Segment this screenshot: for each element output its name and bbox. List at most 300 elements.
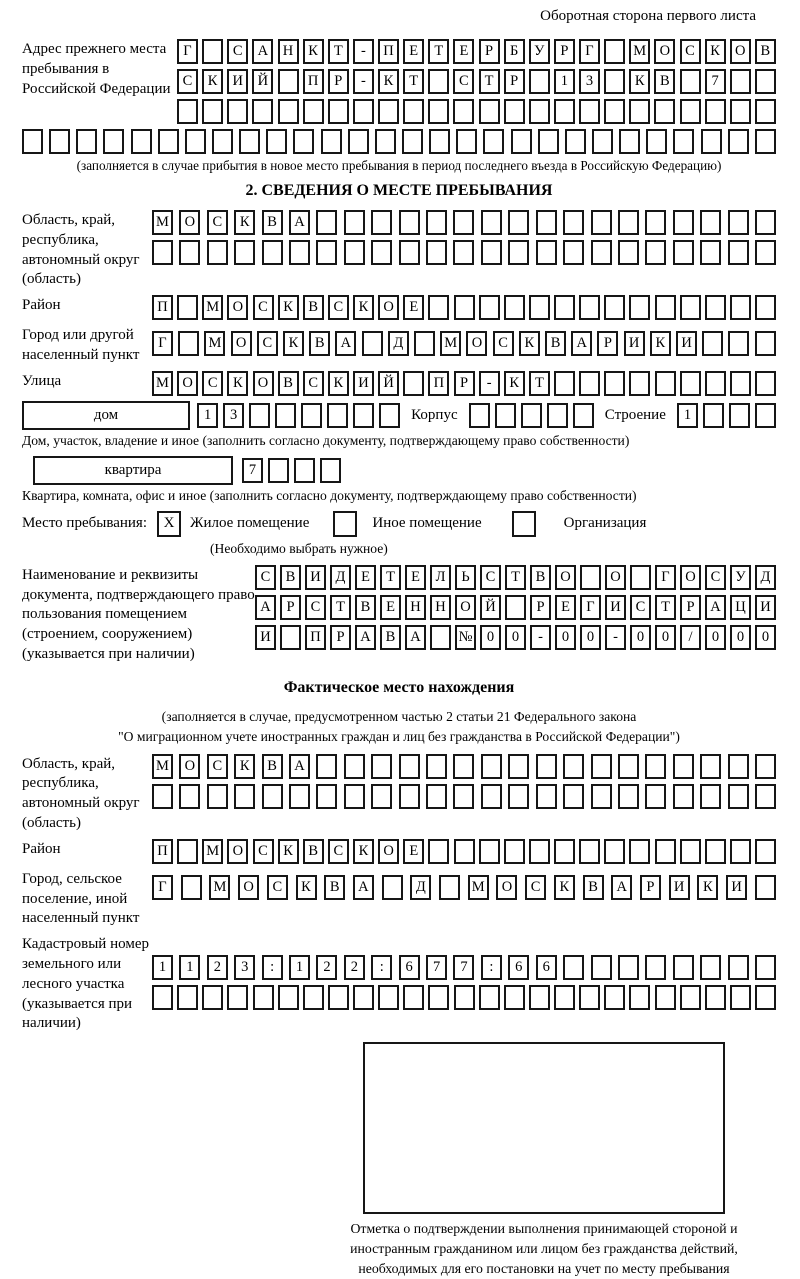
char-cell: М: [202, 295, 223, 320]
char-cell: Е: [403, 295, 424, 320]
char-cell: М: [152, 754, 173, 779]
char-cell: [178, 331, 199, 356]
char-cell: [730, 69, 751, 94]
char-cell: [303, 99, 324, 124]
kadastr-rows: [152, 934, 776, 1010]
char-cell: [654, 99, 675, 124]
char-cell: [426, 784, 447, 809]
char-cell: [262, 240, 283, 265]
char-cell: С: [253, 295, 274, 320]
char-cell: [618, 784, 639, 809]
char-cell: Г: [177, 39, 198, 64]
stamp-caption: Отметка о подтверждении выполнения принимающей стороной и иностранным гражданином или лицом без гражданства действий, необходимых для его постановки на учет по месту пребывания: [350, 1221, 738, 1277]
char-cell: [202, 985, 223, 1010]
char-cell: В: [303, 295, 324, 320]
char-cell: [428, 69, 449, 94]
char-cell: А: [353, 875, 374, 900]
stroenie-cells: [677, 403, 776, 428]
char-cell: [481, 240, 502, 265]
char-cell: [755, 985, 776, 1010]
char-cell: [680, 69, 701, 94]
char-cell: П: [303, 69, 324, 94]
char-cell: Т: [428, 39, 449, 64]
char-cell: С: [328, 295, 349, 320]
char-cell: [481, 784, 502, 809]
char-cell: С: [257, 331, 278, 356]
char-cell: К: [629, 69, 650, 94]
char-cell: Й: [480, 595, 501, 620]
char-cell: Т: [505, 565, 526, 590]
char-cell: А: [255, 595, 276, 620]
char-cell: №: [455, 625, 476, 650]
char-cell: М: [209, 875, 230, 900]
char-cell: [371, 784, 392, 809]
oblast-row-1: [152, 210, 776, 235]
char-cell: К: [504, 371, 525, 396]
char-cell: [403, 99, 424, 124]
prev-address-note: (заполняется в случае прибытия в новое место пребывания в период последнего въезда в Российскую Федерацию): [76, 158, 722, 173]
char-cell: П: [428, 371, 449, 396]
char-cell: И: [624, 331, 645, 356]
char-cell: П: [305, 625, 326, 650]
char-cell: -: [353, 69, 374, 94]
char-cell: [730, 295, 751, 320]
char-cell: С: [705, 565, 726, 590]
char-cell: [278, 69, 299, 94]
char-cell: Д: [330, 565, 351, 590]
char-cell: [705, 839, 726, 864]
char-cell: [580, 565, 601, 590]
char-cell: [755, 210, 776, 235]
char-cell: [529, 839, 550, 864]
char-cell: [293, 129, 314, 154]
char-cell: [453, 99, 474, 124]
char-cell: С: [680, 39, 701, 64]
prev-address-field: [22, 39, 776, 124]
char-cell: Т: [655, 595, 676, 620]
char-cell: О: [253, 371, 274, 396]
stroenie-label: Строение: [604, 406, 666, 423]
char-cell: [316, 784, 337, 809]
char-cell: Р: [280, 595, 301, 620]
char-cell: [234, 240, 255, 265]
char-cell: Е: [555, 595, 576, 620]
char-cell: И: [726, 875, 747, 900]
char-cell: Р: [530, 595, 551, 620]
char-cell: [320, 458, 341, 483]
char-cell: [645, 240, 666, 265]
char-cell: 0: [505, 625, 526, 650]
char-cell: [402, 129, 423, 154]
char-cell: Б: [504, 39, 525, 64]
char-cell: [728, 331, 749, 356]
char-cell: [529, 295, 550, 320]
char-cell: [428, 839, 449, 864]
char-cell: [730, 371, 751, 396]
char-cell: С: [253, 839, 274, 864]
char-cell: [529, 99, 550, 124]
char-cell: [268, 458, 289, 483]
char-cell: [673, 240, 694, 265]
char-cell: [252, 99, 273, 124]
dom-cells: [197, 403, 400, 428]
char-cell: -: [479, 371, 500, 396]
char-cell: [755, 403, 776, 428]
char-cell: П: [152, 295, 173, 320]
char-cell: [655, 839, 676, 864]
char-cell: [755, 331, 776, 356]
char-cell: 1: [554, 69, 575, 94]
char-cell: [619, 129, 640, 154]
char-cell: [185, 129, 206, 154]
char-cell: И: [255, 625, 276, 650]
char-cell: [508, 754, 529, 779]
char-cell: [353, 985, 374, 1010]
char-cell: [428, 99, 449, 124]
char-cell: Р: [454, 371, 475, 396]
zhiloe-checkbox: X: [157, 511, 181, 537]
document-row-2: [255, 595, 776, 620]
char-cell: [379, 403, 400, 428]
char-cell: В: [583, 875, 604, 900]
char-cell: Т: [529, 371, 550, 396]
char-cell: Л: [430, 565, 451, 590]
kvartira-note: Квартира, комната, офис и иное (заполнить согласно документу, подтверждающему право собственности): [22, 487, 637, 503]
char-cell: С: [328, 839, 349, 864]
char-cell: [439, 875, 460, 900]
char-cell: К: [202, 69, 223, 94]
char-cell: [673, 754, 694, 779]
char-cell: [655, 371, 676, 396]
char-cell: А: [335, 331, 356, 356]
char-cell: 0: [755, 625, 776, 650]
char-cell: О: [730, 39, 751, 64]
char-cell: И: [605, 595, 626, 620]
char-cell: [700, 784, 721, 809]
char-cell: О: [177, 371, 198, 396]
factual-oblast-row-2: [152, 784, 776, 809]
char-cell: [728, 210, 749, 235]
char-cell: Г: [655, 565, 676, 590]
char-cell: [375, 129, 396, 154]
char-cell: О: [654, 39, 675, 64]
char-cell: [579, 99, 600, 124]
char-cell: [673, 784, 694, 809]
char-cell: [563, 784, 584, 809]
char-cell: [591, 240, 612, 265]
char-cell: В: [380, 625, 401, 650]
char-cell: [730, 99, 751, 124]
char-cell: [629, 371, 650, 396]
char-cell: :: [262, 955, 283, 980]
char-cell: Е: [405, 565, 426, 590]
char-cell: О: [227, 295, 248, 320]
char-cell: [629, 839, 650, 864]
char-cell: [508, 240, 529, 265]
char-cell: [289, 784, 310, 809]
factual-gorod-row: [152, 875, 776, 900]
char-cell: [303, 985, 324, 1010]
char-cell: [403, 985, 424, 1010]
char-cell: Е: [355, 565, 376, 590]
char-cell: 1: [152, 955, 173, 980]
char-cell: [680, 99, 701, 124]
char-cell: Р: [328, 69, 349, 94]
char-cell: [504, 295, 525, 320]
char-cell: [604, 839, 625, 864]
char-cell: В: [278, 371, 299, 396]
char-cell: [403, 371, 424, 396]
char-cell: В: [324, 875, 345, 900]
char-cell: [536, 210, 557, 235]
char-cell: [177, 99, 198, 124]
kadastr-row-2: [152, 985, 776, 1010]
mesto-note: (Необходимо выбрать нужное): [210, 540, 388, 556]
char-cell: [728, 240, 749, 265]
char-cell: 3: [223, 403, 244, 428]
char-cell: [348, 129, 369, 154]
char-cell: :: [481, 955, 502, 980]
char-cell: П: [152, 839, 173, 864]
ulitsa-label: Улица: [22, 372, 62, 389]
char-cell: О: [179, 210, 200, 235]
char-cell: 0: [630, 625, 651, 650]
char-cell: [728, 754, 749, 779]
char-cell: [428, 985, 449, 1010]
char-cell: [454, 985, 475, 1010]
char-cell: 7: [242, 458, 263, 483]
char-cell: [680, 839, 701, 864]
char-cell: [604, 39, 625, 64]
char-cell: К: [234, 210, 255, 235]
char-cell: [680, 371, 701, 396]
factual-note: [22, 707, 776, 748]
char-cell: [591, 210, 612, 235]
char-cell: В: [280, 565, 301, 590]
char-cell: К: [353, 295, 374, 320]
kadastr-row-1: [152, 955, 776, 980]
inoe-label: Иное помещение: [372, 515, 482, 532]
char-cell: 2: [316, 955, 337, 980]
char-cell: [604, 69, 625, 94]
char-cell: Е: [403, 839, 424, 864]
char-cell: [280, 625, 301, 650]
char-cell: 7: [705, 69, 726, 94]
char-cell: О: [378, 839, 399, 864]
char-cell: О: [496, 875, 517, 900]
char-cell: [344, 210, 365, 235]
char-cell: [755, 839, 776, 864]
char-cell: И: [676, 331, 697, 356]
factual-raion-label: Район: [22, 840, 61, 857]
char-cell: С: [202, 371, 223, 396]
char-cell: [728, 129, 749, 154]
char-cell: [353, 403, 374, 428]
char-cell: В: [654, 69, 675, 94]
char-cell: В: [755, 39, 776, 64]
char-cell: Д: [755, 565, 776, 590]
factual-oblast-rows: [152, 754, 776, 809]
char-cell: К: [278, 295, 299, 320]
factual-gorod-label: Город, сельское поселение, иной населенный пункт: [22, 870, 140, 927]
char-cell: [538, 129, 559, 154]
char-cell: [179, 784, 200, 809]
gorod-field: [22, 325, 776, 366]
raion-field: [22, 295, 776, 320]
char-cell: С: [303, 371, 324, 396]
char-cell: О: [179, 754, 200, 779]
kadastr-field: [22, 934, 776, 1034]
char-cell: [755, 875, 776, 900]
char-cell: [289, 240, 310, 265]
char-cell: О: [231, 331, 252, 356]
factual-gorod-field: [22, 869, 776, 929]
ulitsa-field: [22, 371, 776, 396]
char-cell: [429, 129, 450, 154]
char-cell: [511, 129, 532, 154]
char-cell: [227, 985, 248, 1010]
char-cell: К: [303, 39, 324, 64]
kvartira-row: [22, 456, 776, 485]
char-cell: 6: [536, 955, 557, 980]
page-header: Оборотная сторона первого листа: [540, 8, 756, 24]
char-cell: С: [305, 595, 326, 620]
char-cell: И: [305, 565, 326, 590]
char-cell: 0: [705, 625, 726, 650]
char-cell: [414, 331, 435, 356]
char-cell: Г: [579, 39, 600, 64]
char-cell: Т: [403, 69, 424, 94]
char-cell: О: [227, 839, 248, 864]
char-cell: У: [730, 565, 751, 590]
char-cell: [327, 403, 348, 428]
char-cell: В: [262, 210, 283, 235]
char-cell: [453, 754, 474, 779]
char-cell: Р: [554, 39, 575, 64]
char-cell: А: [405, 625, 426, 650]
char-cell: О: [680, 565, 701, 590]
char-cell: 0: [655, 625, 676, 650]
char-cell: [573, 403, 594, 428]
char-cell: [158, 129, 179, 154]
char-cell: [212, 129, 233, 154]
char-cell: М: [468, 875, 489, 900]
factual-oblast-field: [22, 754, 776, 834]
char-cell: [249, 403, 270, 428]
char-cell: [547, 403, 568, 428]
char-cell: [755, 295, 776, 320]
char-cell: В: [545, 331, 566, 356]
char-cell: Р: [680, 595, 701, 620]
char-cell: [275, 403, 296, 428]
char-cell: [755, 69, 776, 94]
char-cell: [554, 371, 575, 396]
char-cell: [563, 955, 584, 980]
char-cell: [483, 129, 504, 154]
char-cell: [426, 210, 447, 235]
char-cell: М: [629, 39, 650, 64]
char-cell: [755, 99, 776, 124]
char-cell: [700, 240, 721, 265]
char-cell: [755, 129, 776, 154]
raion-row: [152, 295, 776, 320]
dom-note: Дом, участок, владение и иное (заполнить согласно документу, подтверждающему право собственности): [22, 432, 630, 448]
char-cell: [755, 784, 776, 809]
char-cell: [76, 129, 97, 154]
ulitsa-row: [152, 371, 776, 396]
oblast-label: Область, край, республика, автономный округ (область): [22, 212, 140, 288]
oblast-rows: [152, 210, 776, 265]
prev-address-rows: [177, 39, 776, 124]
char-cell: [49, 129, 70, 154]
char-cell: [454, 839, 475, 864]
char-cell: [591, 955, 612, 980]
char-cell: 1: [179, 955, 200, 980]
char-cell: Н: [430, 595, 451, 620]
char-cell: [481, 754, 502, 779]
char-cell: [504, 985, 525, 1010]
char-cell: 1: [197, 403, 218, 428]
char-cell: [152, 784, 173, 809]
char-cell: [673, 129, 694, 154]
char-cell: К: [328, 371, 349, 396]
factual-note-line-2: "О миграционном учете иностранных граждан и лиц без гражданства в Российской Федерации"): [118, 729, 680, 745]
document-row-3: [255, 625, 776, 650]
factual-raion-row: [152, 839, 776, 864]
char-cell: К: [519, 331, 540, 356]
char-cell: [700, 210, 721, 235]
char-cell: Е: [403, 39, 424, 64]
char-cell: [399, 240, 420, 265]
char-cell: [239, 129, 260, 154]
char-cell: [378, 99, 399, 124]
char-cell: Т: [380, 565, 401, 590]
char-cell: [680, 985, 701, 1010]
char-cell: Е: [453, 39, 474, 64]
char-cell: Д: [388, 331, 409, 356]
char-cell: [479, 295, 500, 320]
char-cell: В: [262, 754, 283, 779]
char-cell: И: [669, 875, 690, 900]
char-cell: [371, 754, 392, 779]
char-cell: [234, 784, 255, 809]
char-cell: [202, 99, 223, 124]
char-cell: [591, 784, 612, 809]
char-cell: [618, 210, 639, 235]
char-cell: С: [493, 331, 514, 356]
char-cell: [554, 985, 575, 1010]
char-cell: 7: [453, 955, 474, 980]
char-cell: С: [207, 210, 228, 235]
char-cell: [604, 985, 625, 1010]
char-cell: [554, 839, 575, 864]
char-cell: Р: [330, 625, 351, 650]
char-cell: [655, 295, 676, 320]
char-cell: [328, 985, 349, 1010]
char-cell: [207, 784, 228, 809]
char-cell: [673, 955, 694, 980]
stamp-area: [332, 1042, 756, 1279]
char-cell: [536, 784, 557, 809]
char-cell: Г: [580, 595, 601, 620]
kvartira-box: квартира: [33, 456, 233, 485]
char-cell: [399, 754, 420, 779]
char-cell: [563, 240, 584, 265]
organizatsiya-label: Организация: [563, 515, 647, 532]
char-cell: 0: [730, 625, 751, 650]
char-cell: [344, 240, 365, 265]
char-cell: А: [571, 331, 592, 356]
